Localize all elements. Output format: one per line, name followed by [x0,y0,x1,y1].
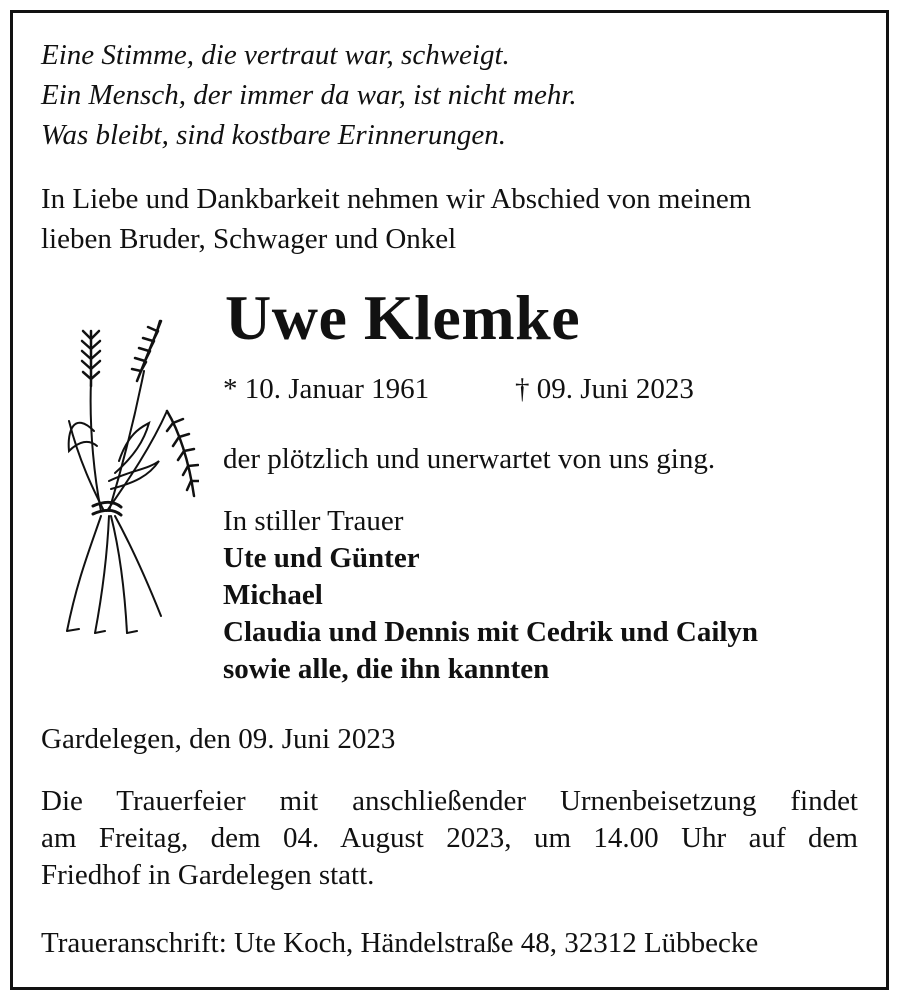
intro-text [41,179,871,259]
place-date: Gardelegen, den 09. Juni 2023 [41,723,396,755]
obituary-notice [10,10,889,990]
funeral-line: Friedhof in Gardelegen statt. [41,859,375,891]
deceased-name: Uwe Klemke [225,282,581,353]
funeral-line: Die Trauerfeier mit anschließender Urnenbeisetzung findet [41,785,858,817]
mourners-block [223,503,758,688]
wheat-sheaf-icon [49,311,199,641]
mourner-name: Michael [223,579,323,611]
death-date: † 09. Juni 2023 [515,373,694,405]
poem-line: Was bleibt, sind kostbare Erinnerungen. [41,119,507,151]
intro-line: lieben Bruder, Schwager und Onkel [41,223,457,255]
mourning-address: Traueranschrift: Ute Koch, Händelstraße 48, 32312 Lübbecke [41,927,759,959]
funeral-info [41,783,858,894]
mourner-name: sowie alle, die ihn kannten [223,653,550,685]
birth-date: * 10. Januar 1961 [223,373,430,405]
poem-line: Ein Mensch, der immer da war, ist nicht mehr. [41,79,577,111]
mourners-heading: In stiller Trauer [223,505,404,537]
intro-line: In Liebe und Dankbarkeit nehmen wir Abschied von meinem [41,183,752,215]
poem [41,35,577,155]
death-circumstance: der plötzlich und unerwartet von uns ging. [223,443,716,475]
mourner-name: Claudia und Dennis mit Cedrik und Cailyn [223,616,759,648]
funeral-line: am Freitag, dem 04. August 2023, um 14.00 Uhr auf dem [41,822,858,854]
mourner-name: Ute und Günter [223,542,420,574]
poem-line: Eine Stimme, die vertraut war, schweigt. [41,39,510,71]
